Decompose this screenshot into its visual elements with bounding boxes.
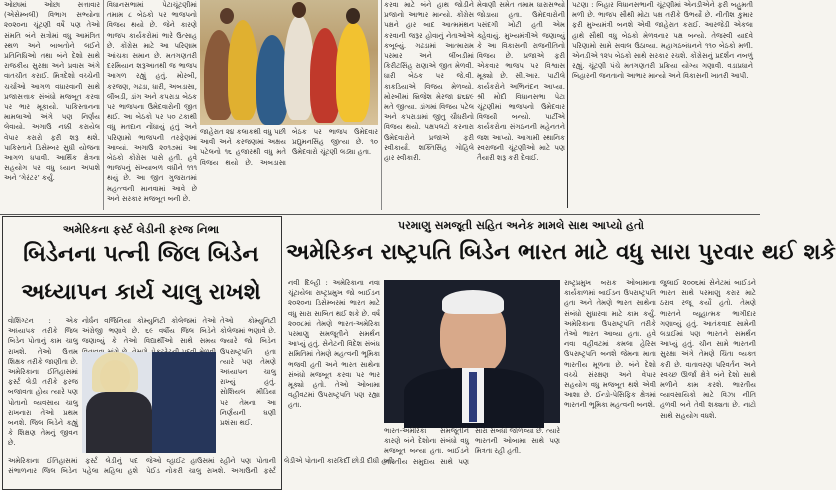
- right-story-kicker: પરમાણુ સમજૂતી સહિત અનેક મામલે સાથ આપ્યો હતો: [397, 219, 645, 232]
- left-story-kicker: અમેરિકના ફર્સ્ટ લેડીની ફરજ નિભા: [62, 223, 220, 236]
- left-story-bottom-text: અમેરિકાના ઈતિહાસમાં ફર્સ્ટ લેડીનું પદ સંભાળનાર જિલ બિડેન પહેલા મહિલા હશે જેઓ વ્હાઈટ હાઉસમાં રહીને પણ પોતાની પેઈડ નોકરી ચાલુ રાખશે. અગાઉની ફર્સ્ટ લેડીએ પોતાની કારકિર્દી છોડી દીધી હતી.: [8, 457, 396, 476]
- right-story-column-1: નવી દિલ્હી : અમેરિકાના નવા ચૂંટાયેલા રાષ્ટ્રપ્રમુખ જો બાઈડન ૨૦૨૦ના ડિસેમ્બરમાં ભારત માટે વધુ સારા સાબિત થઈ શકે છે. વર્ષ ૨૦૦૮માં તેમણે ભારત-અમેરિકા પરમાણુ સમજૂતીને સમર્થન આપ્યું હતું. સેનેટની વિદેશ સંબંધ સમિતિમાં તેમણે મહત્વની ભૂમિકા ભજવી હતી અને ભારત સાથેના સંબંધો મજબૂત કરવા પર ભાર મૂક્યો હતો. તેઓ ઓબામા વહીવટમાં ઉપરાષ્ટ્રપતિ પણ રહ્યા હતા.: [288, 279, 380, 410]
- boxed-story: [567, 0, 757, 208]
- top-column-5: મેવાણી સમેત તમામ ધારાસભ્યો જોડાયા હતા. ઉમેદવારોની પસંદગી ખોટી હતી એમ ક્હેવાયું. મુખ્યમંત્રીએ જણાવ્યું કે આ વિકાસની રાજનીતિનો વિજય છે. પ્રજાએ ફરી એકવાર ભાજપ પર વિશ્વાસ મૂક્યો છે. સી.આર. પાટીલે કાર્યકરોને અભિનંદન આપ્યા. શ્રી મોદી વિધાનસભા પેટા ચૂંટણીમાં ભાજપનો ઉમેદવાર વિજયી બન્યો. પાર્ટીએ કાર્યકરોના સંગઠનની મહેનતને જશ આપ્યો. આગામી સ્થાનિક સ્વરાજની ચૂંટણીઓ માટે પણ તૈયારી શરૂ કરી દેવાઈ.: [477, 1, 565, 163]
- crowd-celebration-photo: [200, 0, 378, 125]
- left-story-headline-line2: અધ્યાપન કાર્ય ચાલુ રાખશે: [21, 280, 261, 305]
- top-column-1: ઓછામાં ઓછા સત્તાવાર (એસેમ્બલી) વિભાગ સભ્યોના ૨૦૨૦ના ચૂંટણી વર્ષે પણ તેઓ સંમતિ બંને સત્રોમાં વધુ આમંત્રિત સ્થળ અને બાબતોને લઈને પ્રતિનિધિઓ તથા બંને દેશો સાથે રાજકીય સુરક્ષા અને પ્રવાસ અંગે વાતચીત કરાઈ. મિત્રદેશો વચ્ચેની ચર્ચાઓ આગળ વધારવાની સાથે પ્રજાસત્તાક સંબંધો મજબૂત કરવા પર ભાર મૂકાયો. પાકિસ્તાનના મામલાઓ અંગે પણ નિર્ણય લેવાયો. અગાઉ નક્કી કરાયેલ વેપાર કરારો ફરી શરૂ થશે. પાકિસ્તાને ડિસેમ્બર સુધી યોજના આગળ ધપાવી. આર્થિક ક્ષેત્રના સહયોગ પર વધુ ધ્યાન અપાશે અને ‘ગેરંટર’ કર્યું.: [4, 1, 100, 183]
- right-story-column-3: રાષ્ટ્રપ્રમુખ બરાક ઓબામાના કાર્યકાળમાં બાઈડન ઉપરાષ્ટ્રપતિ હતા અને તેમણે ભારત સાથેના સંબંધો સુધારવા માટે કામ કર્યું. અમેરિકાના ઉપરાષ્ટ્રપતિ તરીકે તેઓ ભારત આવ્યા હતા. હવે નવા વહીવટમાં કમલા હેરિસ ઉપરાષ્ટ્રપતિ બનશે જેમના માતા ભારતીય મૂળના છે. બંને દેશો વચ્ચે સંરક્ષણ અને વેપાર સહયોગ વધુ મજબૂત થશે એવી આશા છે. ઈન્ડો-પેસિફિક ક્ષેત્રમાં ભારતની ભૂમિકા મહત્વની બનશે.: [564, 279, 656, 410]
- left-story-column-3: તેઓ કોમ્યુનિટી કોલેજમાં ભણાવે છે. જ્યારે જો બિડેન ઉપરાષ્ટ્રપતિ હતા ત્યારે પણ તેમણે અધ્યાપન ચાલુ રાખ્યું હતું. સોશિયલ મીડિયા પર તેમના આ નિર્ણયની ઘણી પ્રશંસા થઈ.: [220, 317, 276, 428]
- top-column-4: કરવા માટે બંને હાથ જોડીને પ્રજાનો આભાર માન્યો. કોંગ્રેસ પક્ષને હાર બાદ આત્મમંથન કરવાની જરૂર હોવાનું નેતાઓએ કબૂલ્યું. ગઢડામાં આત્મારામ પરમાર અને લીંબડીમાં કિરીટસિંહ રાણાએ જીત મેળવી. ધારી બેઠક પર જે.વી. કાકડિયાએ વિજય મેળવ્યો. મોરબીમાં બ્રિજેશ મેરજા ૪૬૪૯ મતે જીત્યા. ડાંગમાં વિજય પટેલ અને કપરાડામાં જીતુ ચૌધરીનો વિજય થયો. પક્ષપલટો કરનારા ઉમેદવારોને પ્રજાએ ફરી સ્વીકાર્યા. શક્તિસિંહ ગોહિલે હાર સ્વીકારી.: [384, 1, 474, 163]
- jill-biden-photo: [82, 352, 216, 453]
- right-story-column-4: જુલાઈ ૨૦૦૬માં સેનેટમાં બાઈડને ભારત સાથે પરમાણુ કરાર માટે ઠરાવ રજૂ કર્યો હતો. તેમણે ભારતને વ્યૂહાત્મક ભાગીદાર ગણાવ્યું હતું. આતંકવાદ સામેની લડાઈમાં પણ ભારતને સમર્થન આપ્યું હતું. ચીન સામે ભારતની સુરક્ષા અંગે તેમણે ચિંતા વ્યક્ત કરી છે. વાતાવરણ પરિવર્તન અને સ્વચ્છ ઊર્જા ક્ષેત્રે બંને દેશો સાથે મળીને કામ કરશે. ભારતીય વ્યાવસાયિકો માટે વિઝા નીતિ હળવી બને તેવી શક્યતા છે. નાટો સાથે સહયોગ વધશે.: [660, 279, 756, 420]
- top-column-6: પટણા : બિહાર વિધાનસભાની ચૂંટણીમાં એનડીએને ફરી બહુમતી મળી છે. ભાજપ સૌથી મોટા પક્ષ તરીકે ઉભર્યો છે. નીતીશ કુમાર ફરી મુખ્યમંત્રી બનશે એવી જાહેરાત કરાઈ. આરજેડી એકલા હાથે સૌથી વધુ બેઠકો મેળવનાર પક્ષ બન્યો. તેજસ્વી યાદવે પરિણામો સામે સવાલ ઉઠાવ્યા. મહાગઠબંધનને ૧૧૦ બેઠકો મળી. એનડીએ ૧૨૫ બેઠકો સાથે સરકાર રચશે. કોંગ્રેસનું પ્રદર્શન નબળું રહ્યું. ચૂંટણી પંચે મતગણતરી પ્રક્રિયા યોગ્ય ગણાવી. વડાપ્રધાને બિહારની જનતાનો આભાર માન્યો અને વિકાસની ખાતરી આપી.: [572, 1, 753, 81]
- right-story-headline: અમેરિકન રાષ્ટ્રપતિ બિડેન ભારત માટે વધુ સારા પુરવાર થઈ શકે: [286, 240, 836, 265]
- left-story-headline-line1: બિડેનના પત્ની જિલ બિડેન: [23, 242, 259, 267]
- right-story-column-2-bottom: ભારત-અમેરિકા સમજૂતીને કારણે બંને દેશોના સંબંધો વધુ મજબૂત બન્યા હતા. બાઈડને ભારતીય સમુદાય સાથે પણ સારા સંબંધો જાળવ્યા છે. ત્યારે ભારતની ઓબામા સાથે પણ મિત્રતા રહી હતી.: [384, 427, 560, 466]
- left-story-column-2: નોર્ધન વર્જિનિયા કોમ્યુનિટી કોલેજમાં તેઓ અંગ્રેજી ભણાવે છે. ૬૯ વર્ષીય જિલ બિડેને જણાવ્યું કે તેઓ વિદ્યાર્થીઓ સાથે સમય: [82, 317, 216, 346]
- top-column-2: વિધાનસભામાં પેટાચૂંટણીમાં તમામ ૮ બેઠકો પર ભાજપનો વિજય થયો છે. જેને કારણે ભાજપ કાર્યકરોમાં ભારે ઉત્સાહ છે. કોંગ્રેસ માટે આ પરિણામ આંચકા સમાન છે. મતગણતરી દરમિયાન શરૂઆતથી જ ભાજપ આગળ રહ્યું હતું. મોરબી, કરજણ, ગઢડા, ધારી, અબડાસા, લીંબડી, ડાંગ અને કપરાડા બેઠક પર ભાજપના ઉમેદવારોની જીત થઈ. આ બેઠકો પર ૫૦ ટકાથી વધુ મતદાન નોંધાયું હતું અને પરિણામો ભાજપની તરફેણમાં આવ્યાં. અગાઉ ૨૦૧૭માં આ બેઠકો કોંગ્રેસ પાસે હતી. હવે ભાજપનું સંખ્યાબળ વધીને ૧૧૧ થયું છે. આ જીત ગુજરાતમાં મહત્ત્વની માનવામાં આવે છે અને સરકાર મજબૂત બની છે.: [107, 1, 197, 203]
- biden-portrait-photo: [384, 280, 560, 423]
- left-story-column-1: વોશિંગ્ટન : એક અધ્યાપક તરીકે જિલ બિડેન પોતાનું કામ ચાલુ રાખશે. તેઓ ઉત્તમ શિક્ષક તરીકે જાણીતા છે. અમેરિકાના ઈતિહાસમાં ફર્સ્ટ લેડી તરીકે ફરજ બજાવતા હોય ત્યારે પણ પોતાનો વ્યવસાય ચાલુ રાખનારા તેઓ પ્રથમ બનશે. જિલ બિડેને કહ્યું કે શિક્ષણ તેમનું જીવન છે.: [8, 317, 78, 448]
- top-column-3: જાહેરાત ૨૪ કલાકથી વધુ પછી આવી અને કરજણમાં અક્ષય પટેલનો ૧૬ હજારથી વધુ મતે વિજય થયો છે. અબડાસા બેઠક પર ભાજપ ઉમેદવાર પ્રદ્યુમનસિંહ જીત્યા છે. ૧૦ ઉમેદવારો ચૂંટણી લડ્યા હતા.: [200, 128, 378, 167]
